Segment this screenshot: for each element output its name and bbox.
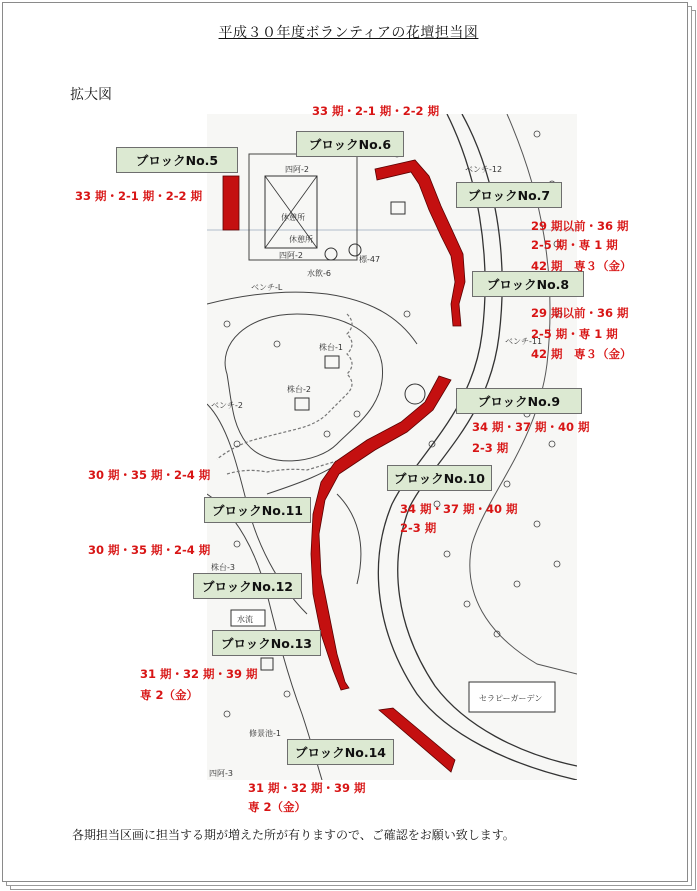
label-stream: 水流 [237,615,253,624]
label-rest-area-2: 休憩所 [289,235,313,244]
label-bench-2: ベンチ-2 [211,401,243,410]
flowerbed-6-7-8 [375,160,465,326]
label-bench-11: ベンチ-11 [505,337,543,346]
label-planter-2: 株台-2 [287,385,311,394]
assignment-block-14-line1: 31 期・32 期・39 期 [248,781,366,795]
assignment-block-7-line1: 29 期以前・36 期 [531,219,629,233]
assignment-block-13-line2: 専 2（金） [140,688,199,702]
block-label-10: ブロックNo.10 [387,465,492,491]
label-bench-l: ベンチ-L [251,283,283,292]
block-label-12: ブロックNo.12 [193,573,302,599]
block-label-14: ブロックNo.14 [287,739,394,765]
assignment-block-7-line3: 42 期 専３（金） [531,259,632,273]
label-planter-3: 株台-3 [211,563,235,572]
footer-note: 各期担当区画に担当する期が増えた所が有りますので、ご確認をお願い致します。 [72,828,515,842]
assignment-block-14-line2: 専 2（金） [248,800,307,814]
assignment-block-8-line2: 2-5 期・専 1 期 [531,327,618,341]
assignment-block-7-line2: 2-5 期・専 1 期 [531,238,618,252]
document-title: 平成３０年度ボランティアの花壇担当図 [218,25,479,41]
flowerbed-5 [223,176,239,230]
label-shiato-2b: 四阿-2 [279,251,303,260]
label-shiato-3: 四阿-3 [209,769,233,778]
park-map [207,114,577,780]
label-pond: 修景池-1 [249,729,281,738]
label-marker-47: 標-47 [359,255,381,264]
label-rest-area-1: 休憩所 [281,213,305,222]
block-label-6: ブロックNo.6 [296,131,404,157]
label-shiato-2: 四阿-2 [285,165,309,174]
label-drinking-water: 水飲-6 [307,269,331,278]
assignment-block-5: 33 期・2-1 期・2-2 期 [75,189,203,203]
block-label-7: ブロックNo.7 [456,182,562,208]
assignment-block-9-line2: 2-3 期 [472,441,509,455]
block-label-13: ブロックNo.13 [212,630,321,656]
assignment-block-8-line1: 29 期以前・36 期 [531,306,629,320]
assignment-block-10-line2: 2-3 期 [400,521,437,535]
assignment-block-12: 30 期・35 期・2-4 期 [88,543,211,557]
block-label-11: ブロックNo.11 [204,497,311,523]
label-bench-12: ベンチ-12 [465,165,503,174]
label-planter-1: 株台-1 [319,343,343,352]
assignment-block-9-line1: 34 期・37 期・40 期 [472,420,590,434]
assignment-block-11: 30 期・35 期・2-4 期 [88,468,211,482]
block-label-8: ブロックNo.8 [472,271,584,297]
assignment-block-10-line1: 34 期・37 期・40 期 [400,502,518,516]
enlarged-view-label: 拡大図 [70,87,112,103]
block-label-9: ブロックNo.9 [456,388,582,414]
label-therapy-garden: セラピーガーデン [479,694,543,703]
assignment-block-13-line1: 31 期・32 期・39 期 [140,667,258,681]
park-map-drawing [207,114,577,780]
assignment-block-8-line3: 42 期 専３（金） [531,347,632,361]
assignment-block-6: 33 期・2-1 期・2-2 期 [312,104,440,118]
block-label-5: ブロックNo.5 [116,147,238,173]
